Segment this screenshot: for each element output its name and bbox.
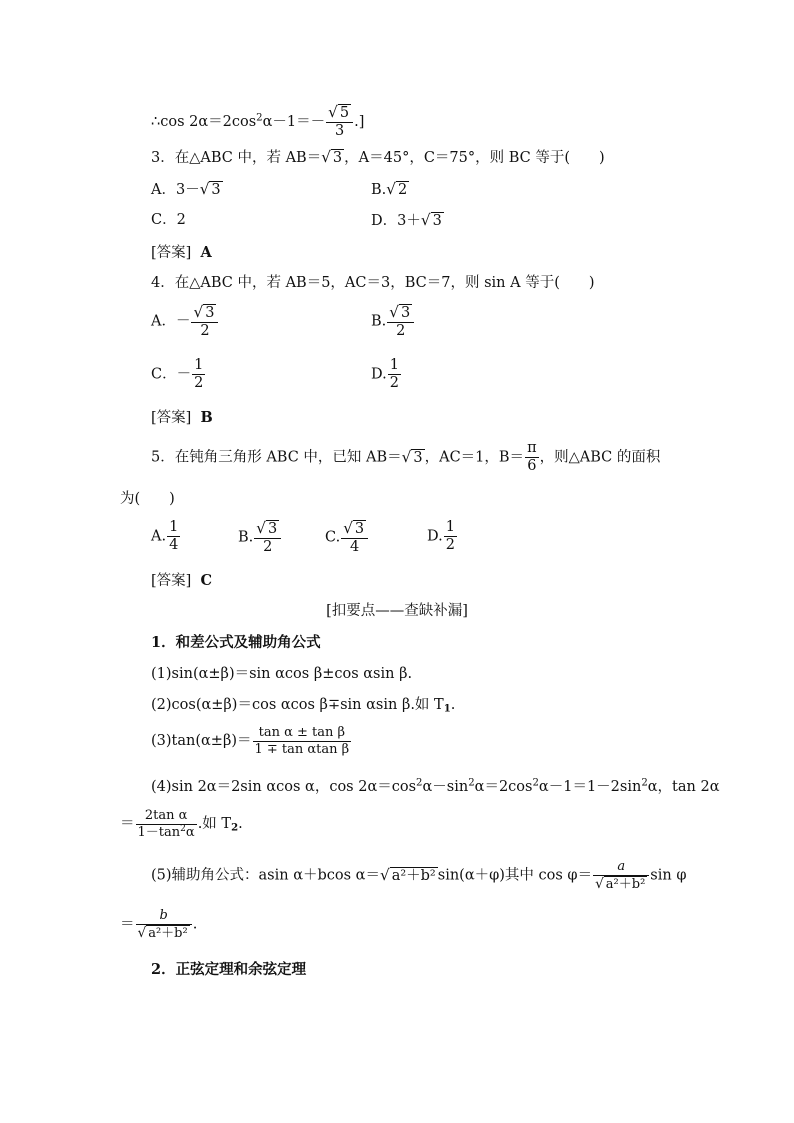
q4-stem: 4．在△ABC 中，若 AB＝5，AC＝3，BC＝7，则 sin A 等于( ) xyxy=(151,275,595,291)
q5-option-d: D. $\frac{1}{2}$ xyxy=(427,519,455,554)
q5-option-c: C. $\frac{√ 3}{4}$ xyxy=(325,519,369,557)
q5-option-b: B. $\frac{√ 3}{2}$ xyxy=(238,519,282,557)
s1-formula-5: (5)辅助角公式：asin α＋bcos α＝√ a²＋b² sin(α＋φ)其中 cos φ＝ $\frac{a}{\text{√ a²＋b²}}$ sin φ xyxy=(151,859,687,892)
q4-option-b: B. $\frac{√ 3}{2}$ xyxy=(371,303,415,341)
q3-stem: 3．在△ABC 中，若 AB＝√ 3 ，A＝45°，C＝75°，则 BC 等于( ) xyxy=(151,148,605,166)
s1-formula-4: (4)sin 2α＝2sin αcos α，$\cos 2\alpha=\cos^2\alpha-\sin^2\alpha=2\cos^2\alpha-1=1-2\sin^2\alpha$，tan 2α xyxy=(151,777,720,795)
q4-option-a: A．－ $\frac{√ 3}{2}$ xyxy=(151,303,219,341)
section-title: [扣要点——查缺补漏] xyxy=(326,603,468,619)
therefore-sign: ∴ xyxy=(151,113,161,130)
q4-option-c: C．－ $\frac{1}{2}$ xyxy=(151,357,204,392)
s1-title: 1．和差公式及辅助角公式 xyxy=(151,634,321,651)
q5-option-a: A. $\frac{1}{4}$ xyxy=(151,519,179,554)
q3-option-c: C．2 xyxy=(151,212,186,228)
q3-option-a: A．3－√ 3 xyxy=(151,180,221,198)
s1-formula-5-continued: ＝ $\frac{b}{\text{√ a²＋b²}}$ . xyxy=(120,908,198,941)
q3-option-d: D．3＋√ 3 xyxy=(371,211,442,229)
q5-answer: [答案] C xyxy=(151,572,213,589)
q5-stem: 5．在钝角三角形 ABC 中，已知 AB＝√ 3 ，AC＝1，B＝ $\frac{\pi}{6}$ ，则△ABC 的面积 xyxy=(151,440,661,475)
s1-formula-3: (3)tan(α±β)＝ $\frac{\text{tan α ± tan β}}{\text{1 ∓ tan αtan β}}$ xyxy=(151,725,350,757)
cos2a-line: ∴cos $2\alpha=2\cos^2\alpha-1=-$ $\frac{√ 5}{3}$ .] xyxy=(151,103,365,140)
q3-answer: [答案] A xyxy=(151,244,212,261)
fraction-sqrt5-over-3: $\frac{√ 5}{3}$ xyxy=(326,103,353,141)
s1-formula-2: (2)cos(α±β)＝cos αcos β∓sin αsin β.如 $T_1$. xyxy=(151,697,456,715)
q4-option-d: D. $\frac{1}{2}$ xyxy=(371,357,399,392)
q4-answer: [答案] B xyxy=(151,409,213,426)
s1-formula-1: (1)sin(α±β)＝sin αcos β±cos αsin β. xyxy=(151,666,413,682)
s1-formula-4-continued: ＝ $\frac{\text{2tan α}}{1-\tan^2\alpha}$ .如 $T_2$. xyxy=(120,808,243,840)
s2-title: 2．正弦定理和余弦定理 xyxy=(151,961,307,978)
q3-option-b: B.√ 2 xyxy=(371,180,408,198)
q5-stem-continued: 为( ) xyxy=(120,491,175,507)
